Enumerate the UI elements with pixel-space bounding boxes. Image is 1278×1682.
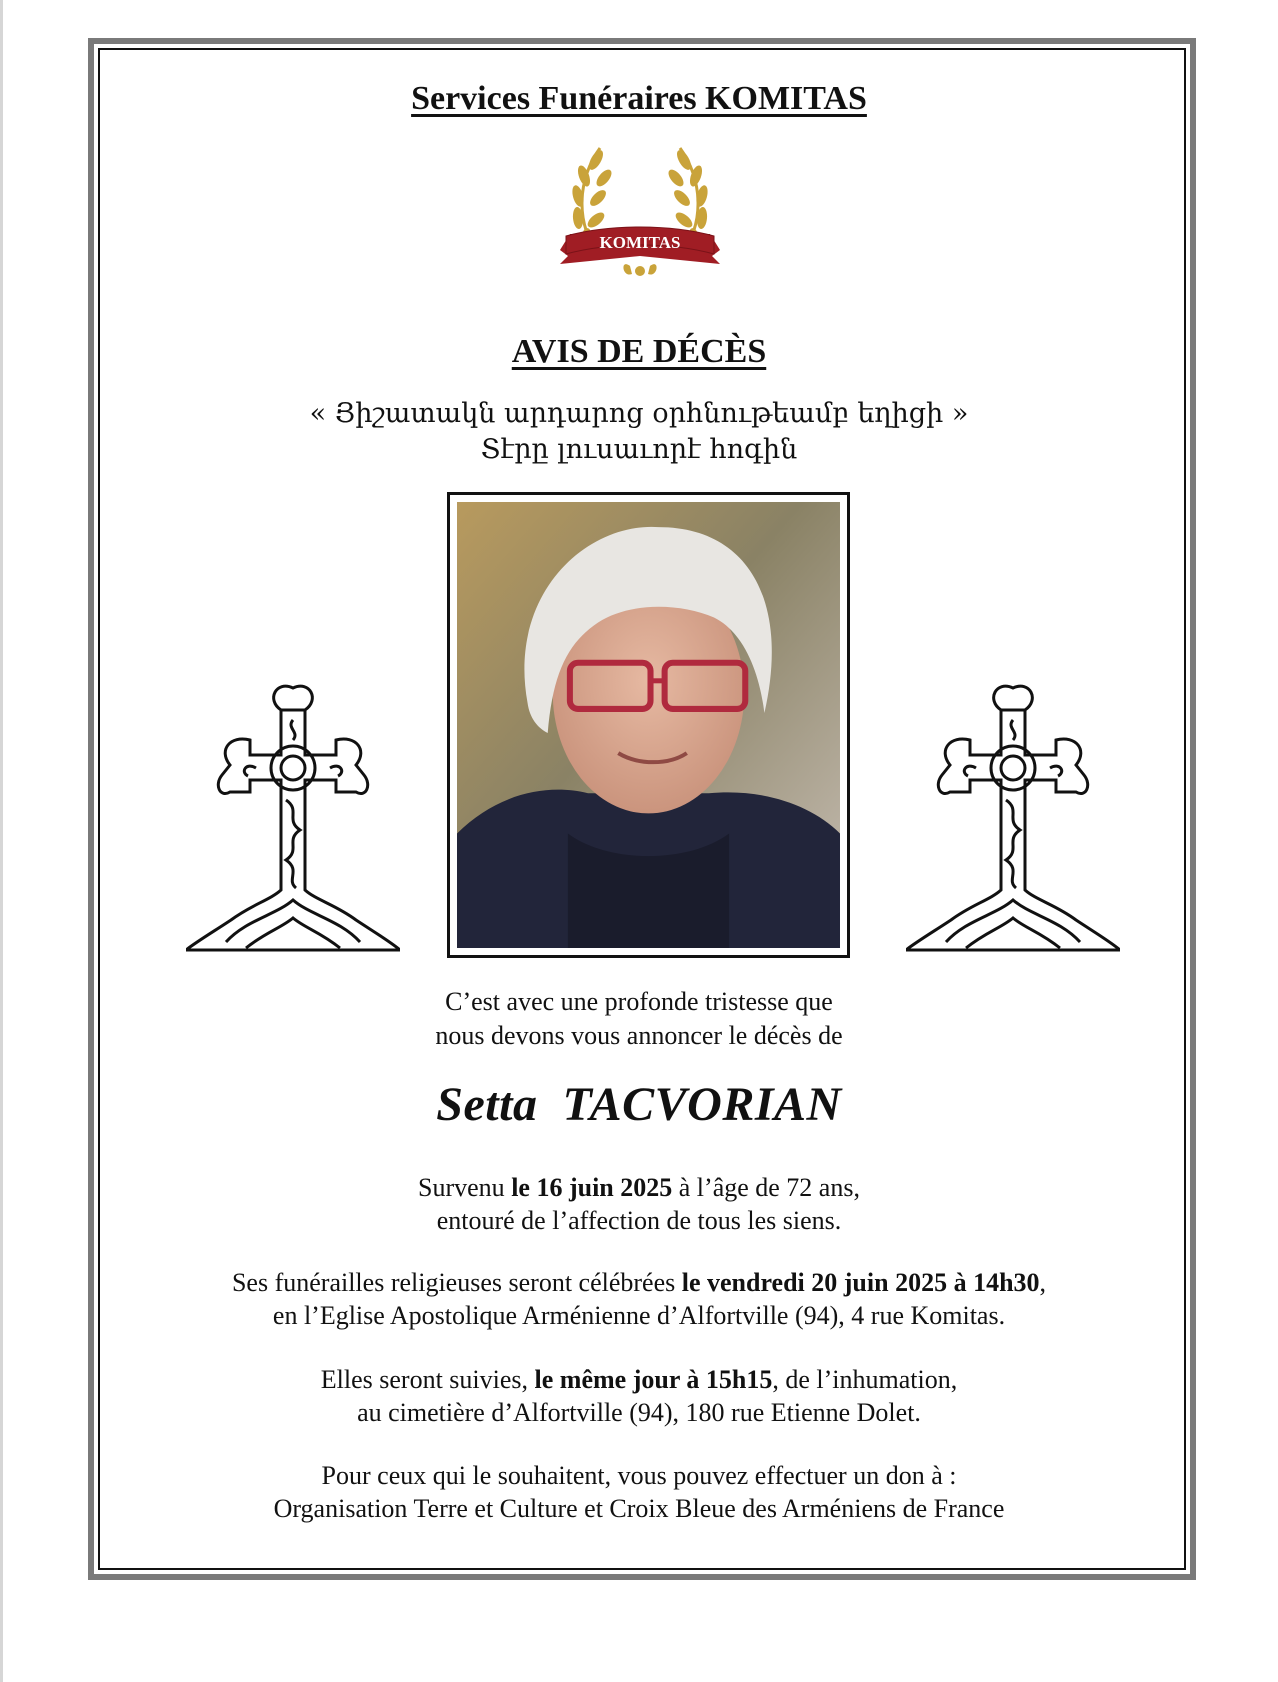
donation-line-2: Organisation Terre et Culture et Croix Bleue des Arméniens de France bbox=[273, 1494, 1005, 1523]
armenian-line-1: « Յիշատակն արդարոց օրհնութեամբ եղիցի » bbox=[309, 398, 969, 429]
armenian-verse bbox=[0, 396, 1278, 468]
donation-line-1: Pour ceux qui le souhaitent, vous pouvez effectuer un don à : bbox=[321, 1461, 957, 1490]
armenian-cross-left-icon bbox=[186, 680, 400, 954]
burial-time: le même jour à 15h15 bbox=[534, 1365, 773, 1394]
funeral-details bbox=[0, 1266, 1278, 1332]
company-name: Services Funéraires KOMITAS bbox=[411, 80, 867, 117]
portrait-photo bbox=[447, 492, 850, 958]
funeral-date: le vendredi 20 juin 2025 à 14h30 bbox=[681, 1268, 1040, 1297]
page-edge bbox=[0, 0, 3, 1682]
notice-title: AVIS DE DÉCÈS bbox=[511, 333, 767, 370]
death-details bbox=[0, 1171, 1278, 1237]
armenian-line-2: Տէրը լուսաւորէ հոգին bbox=[480, 434, 798, 465]
funeral-line-2: en l’Eglise Apostolique Arménienne d’Alfortville (94), 4 rue Komitas. bbox=[272, 1301, 1006, 1330]
komitas-logo bbox=[560, 138, 720, 298]
funeral-suffix: , bbox=[1039, 1268, 1047, 1297]
portrait-illustration bbox=[457, 502, 840, 948]
burial-prefix: Elles seront suivies, bbox=[320, 1365, 535, 1394]
logo-ribbon-text: KOMITAS bbox=[599, 233, 681, 252]
funeral-prefix: Ses funérailles religieuses seront célébrées bbox=[231, 1268, 682, 1297]
death-date: le 16 juin 2025 bbox=[511, 1173, 673, 1202]
armenian-cross-right-icon bbox=[906, 680, 1120, 954]
death-prefix: Survenu bbox=[418, 1173, 512, 1202]
donation-details bbox=[0, 1459, 1278, 1525]
death-suffix: à l’âge de 72 ans, bbox=[672, 1173, 860, 1202]
deceased-last-name: TACVORIAN bbox=[562, 1078, 842, 1131]
death-line-2: entouré de l’affection de tous les siens. bbox=[436, 1206, 842, 1235]
burial-suffix: , de l’inhumation, bbox=[772, 1365, 958, 1394]
deceased-first-name: Setta bbox=[436, 1078, 538, 1131]
intro-text bbox=[0, 985, 1278, 1053]
intro-line-2: nous devons vous annoncer le décès de bbox=[435, 1021, 843, 1050]
burial-details bbox=[0, 1363, 1278, 1429]
deceased-name bbox=[0, 1077, 1278, 1132]
burial-line-2: au cimetière d’Alfortville (94), 180 rue Etienne Dolet. bbox=[357, 1398, 921, 1427]
intro-line-1: C’est avec une profonde tristesse que bbox=[445, 987, 833, 1016]
